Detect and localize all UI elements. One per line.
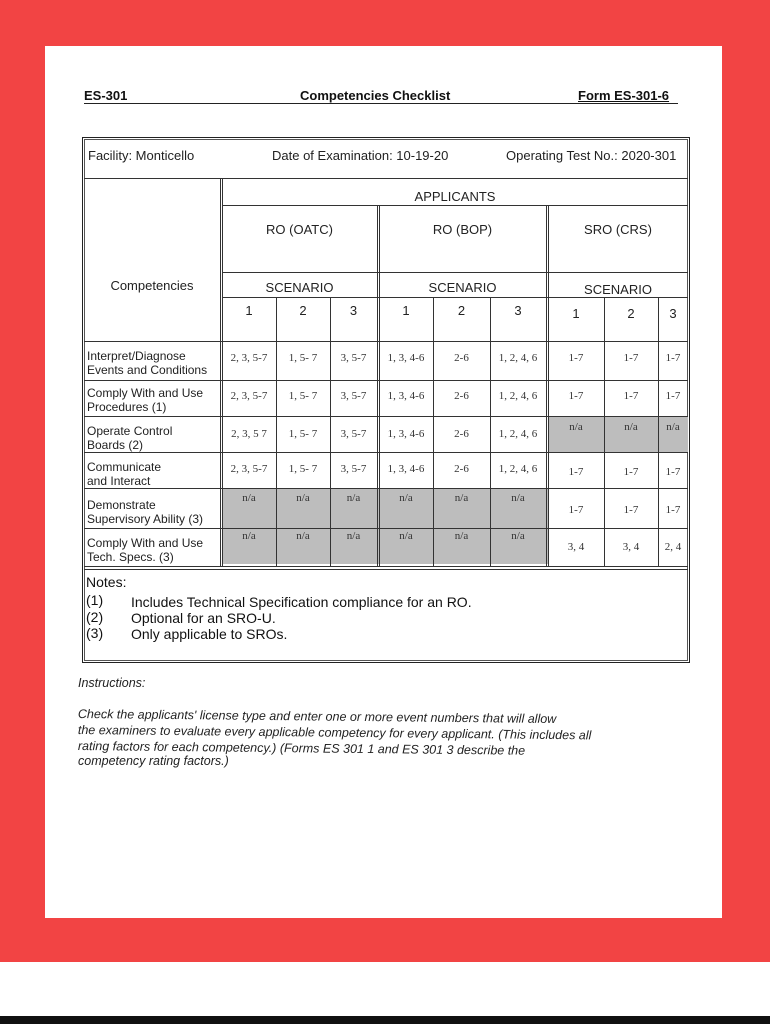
grid-line [220, 178, 221, 567]
instructions-title: Instructions: [78, 676, 146, 690]
group-sro-crs: SRO (CRS) [584, 222, 652, 237]
bottom-dark-strip [0, 1016, 770, 1024]
table-cell: 1, 3, 4-6 [387, 463, 425, 475]
scenario-number: 3 [349, 303, 358, 318]
scenario-number: 2 [627, 306, 635, 321]
table-cell: 1-7 [623, 504, 639, 516]
table-cell: 2, 4 [664, 541, 682, 553]
notes-title: Notes: [86, 574, 127, 590]
table-cell: 2-6 [454, 390, 469, 402]
scenario-label: SCENARIO [428, 280, 497, 295]
grid-line [379, 205, 380, 567]
instructions-line: Check the applicants' license type and enter one or more event numbers that will allow [77, 707, 557, 727]
table-cell: 1-7 [568, 466, 584, 478]
table-cell: 3, 5-7 [340, 352, 367, 364]
table-cell: 3, 5-7 [340, 390, 367, 402]
note-number: (1) [86, 592, 104, 608]
table-cell: n/a [346, 530, 361, 542]
table-cell: 1-7 [665, 352, 681, 364]
table-cell: n/a [242, 492, 256, 504]
table-cell: n/a [511, 492, 525, 504]
table-cell: n/a [511, 530, 525, 542]
table-cell: 1, 5- 7 [288, 428, 318, 440]
page-title: Competencies Checklist [300, 88, 451, 103]
table-cell: n/a [242, 530, 256, 542]
competencies-header: Competencies [110, 278, 194, 293]
note-text: Includes Technical Specification compliance for an RO. [131, 594, 472, 610]
grid-line [84, 452, 688, 453]
table-cell: n/a [296, 530, 310, 542]
table-cell: n/a [346, 492, 361, 504]
grid-line [222, 272, 688, 273]
table-cell: 2-6 [454, 463, 469, 475]
table-cell: 1, 3, 4-6 [387, 428, 425, 440]
table-cell: 2, 3, 5 7 [231, 428, 267, 440]
facility-label: Facility: Monticello [88, 148, 195, 163]
table-cell: 3, 4 [567, 541, 585, 553]
table-cell: 1-7 [568, 390, 584, 402]
exam-date: Date of Examination: 10-19-20 [272, 148, 449, 163]
table-cell: 3, 5-7 [340, 428, 367, 440]
operating-test-number: Operating Test No.: 2020-301 [506, 148, 677, 163]
table-cell: n/a [624, 421, 638, 433]
table-cell: n/a [454, 492, 469, 504]
table-cell: n/a [666, 421, 680, 433]
scenario-number: 3 [514, 303, 522, 318]
table-cell: n/a [569, 421, 583, 433]
table-cell: 1-7 [665, 504, 681, 516]
header-rule [84, 103, 678, 104]
table-cell: 1-7 [665, 390, 681, 402]
table-cell: n/a [399, 492, 413, 504]
row-label-supervisory: Demonstrate Supervisory Ability (3) [87, 498, 204, 526]
scenario-number: 3 [669, 306, 677, 321]
row-label-interpret-diagnose: Interpret/Diagnose Events and Conditions [87, 349, 208, 377]
applicants-header: APPLICANTS [414, 189, 496, 204]
table-cell: 1, 3, 4-6 [387, 352, 425, 364]
group-ro-bop: RO (BOP) [432, 222, 493, 237]
note-text: Optional for an SRO-U. [131, 610, 276, 626]
table-cell: 3, 5-7 [340, 463, 367, 475]
table-cell: 1-7 [623, 466, 639, 478]
grid-line [222, 297, 688, 298]
table-cell: 1, 2, 4, 6 [498, 352, 538, 364]
table-cell: 2-6 [454, 428, 469, 440]
grid-line [377, 205, 378, 567]
grid-line [546, 205, 547, 567]
table-cell: 1, 2, 4, 6 [498, 390, 538, 402]
row-label-comply-procedures: Comply With and Use Procedures (1) [87, 386, 204, 414]
table-cell: 1-7 [623, 352, 639, 364]
table-cell: 2, 3, 5-7 [230, 463, 268, 475]
table-cell: 2-6 [454, 352, 469, 364]
grid-line [84, 380, 688, 381]
grid-line [84, 488, 688, 489]
table-cell: 2, 3, 5-7 [230, 352, 268, 364]
scenario-number: 2 [299, 303, 307, 318]
scenario-number: 1 [402, 303, 410, 318]
instructions-line: competency rating factors.) [78, 754, 229, 768]
grid-line [84, 528, 688, 529]
table-cell: 1, 2, 4, 6 [498, 463, 538, 475]
table-cell: 1-7 [665, 466, 681, 478]
row-label-operate-control-boards: Operate Control Boards (2) [87, 424, 173, 452]
note-number: (2) [86, 609, 104, 625]
table-cell: 3, 4 [622, 541, 640, 553]
table-cell: 1, 5- 7 [288, 352, 318, 364]
form-series: ES-301 [84, 88, 128, 103]
table-cell: n/a [296, 492, 310, 504]
grid-line [84, 178, 688, 179]
instructions-line: rating factors for each competency.) (Forms ES 301 1 and ES 301 3 describe the [77, 739, 526, 758]
grid-line [84, 416, 688, 417]
grid-line [84, 569, 688, 570]
row-label-tech-specs: Comply With and Use Tech. Specs. (3) [87, 536, 204, 564]
table-cell: 1, 5- 7 [288, 390, 318, 402]
scenario-number: 1 [245, 303, 253, 318]
table-cell: 1-7 [623, 390, 639, 402]
form-number: Form ES-301-6 [578, 88, 670, 103]
table-cell: 1, 2, 4, 6 [498, 428, 538, 440]
table-cell: 1-7 [568, 352, 584, 364]
instructions-line: the examiners to evaluate every applicable competency for every applicant. (This includes all [77, 723, 592, 743]
table-cell: 1, 5- 7 [288, 463, 318, 475]
table-cell: 2, 3, 5-7 [230, 390, 268, 402]
group-ro-oatc: RO (OATC) [266, 222, 333, 237]
note-number: (3) [86, 625, 104, 641]
table-cell: 1-7 [568, 504, 584, 516]
table-cell: n/a [399, 530, 413, 542]
grid-line [84, 341, 688, 342]
scenario-label: SCENARIO [584, 282, 652, 297]
row-label-communicate: Communicate and Interact [87, 460, 162, 488]
scenario-number: 2 [457, 303, 466, 318]
grid-line [222, 205, 688, 206]
scenario-label: SCENARIO [265, 280, 334, 295]
scenario-number: 1 [572, 306, 580, 321]
note-text: Only applicable to SROs. [131, 626, 288, 642]
grid-line [84, 566, 688, 567]
table-cell: 1, 3, 4-6 [387, 390, 425, 402]
table-cell: n/a [454, 530, 469, 542]
